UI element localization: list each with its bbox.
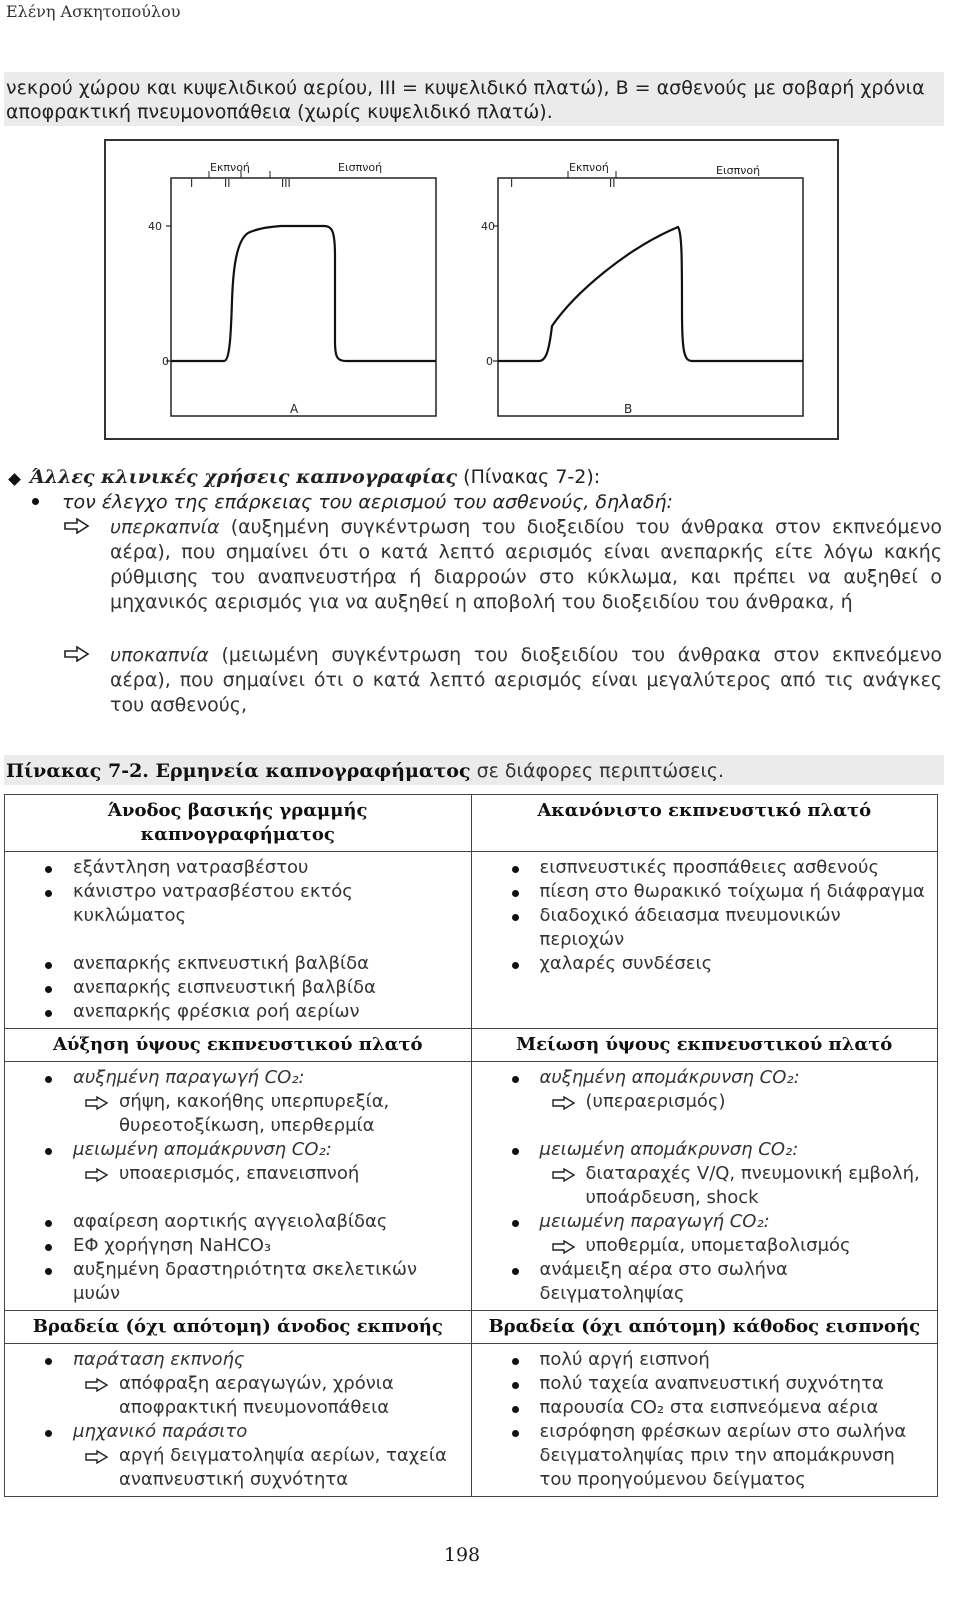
panel-a-phase-3: III <box>281 177 291 190</box>
capnogram-figure <box>104 139 839 440</box>
list-subitem <box>5 1372 471 1420</box>
list-item: ανεπαρκής εισπνευστική βαλβίδα <box>5 976 471 1000</box>
hypocapnia-paragraph <box>110 643 942 718</box>
table-cell <box>471 1344 938 1497</box>
hollow-arrow-icon <box>85 1378 109 1392</box>
table-cell <box>5 1344 472 1497</box>
list-item: κάνιστρο νατρασβέστου εκτός κυκλώματος <box>5 880 471 928</box>
table-row <box>5 852 938 1029</box>
table-title-bold: Πίνακας 7-2. Ερμηνεία καπνογραφήματος <box>6 760 471 782</box>
list-item: ΕΦ χορήγηση NaHCO₃ <box>5 1234 471 1258</box>
hypocapnia-term: υποκαπνία <box>110 644 209 666</box>
list-subitem <box>5 1444 471 1492</box>
table-header-cell: Μείωση ύψους εκπνευστικού πλατό <box>471 1029 938 1062</box>
list-item: αυξημένη δραστηριότητα σκελετικών μυών <box>5 1258 471 1306</box>
table-cell <box>5 852 472 1029</box>
list-item: διαδοχικό άδειασμα πνευμονικών περιοχών <box>472 904 938 952</box>
hollow-arrow-icon <box>552 1168 576 1182</box>
running-header-author: Ελένη Ασκητοπούλου <box>6 2 181 21</box>
table-header-cell: Αύξηση ύψους εκπνευστικού πλατό <box>5 1029 472 1062</box>
list-spacer <box>5 928 471 952</box>
list-item: εισπνευστικές προσπάθειες ασθενούς <box>472 856 938 880</box>
section-heading-bold: Άλλες κλινικές χρήσεις καπνογραφίας <box>30 466 458 488</box>
table-header-cell: Άνοδος βασικής γραμμής καπνογραφήματος <box>5 795 472 852</box>
list-item: μειωμένη απομάκρυνση CO₂: <box>5 1138 471 1162</box>
hypocapnia-text: (μειωμένη συγκέντρωση του διοξειδίου του άνθρακα στον εκπνεόμενο αέρα), που σημαίνει ότι ο κατά λεπτό αερισμός είναι μεγαλύτερος από τις ανάγκες του ασθενούς, <box>110 644 942 716</box>
hollow-arrow-icon <box>64 646 90 662</box>
table-header-row <box>5 795 938 852</box>
hollow-arrow-icon <box>85 1450 109 1464</box>
section-heading <box>30 465 600 490</box>
hollow-arrow-icon <box>85 1168 109 1182</box>
list-item: αυξημένη απομάκρυνση CO₂: <box>472 1066 938 1090</box>
section-bullet-text: τον έλεγχο της επάρκειας του αερισμού του ασθενούς, δηλαδή: <box>62 491 673 513</box>
bullet-icon <box>32 498 39 505</box>
list-item: εισρόφηση φρέσκων αερίων στο σωλήνα δειγματοληψίας πριν την απομάκρυνση του προηγούμενου δείγματος <box>472 1420 938 1492</box>
list-item: παράταση εκπνοής <box>5 1348 471 1372</box>
figure-caption-continuation: νεκρού χώρου και κυψελιδικού αερίου, ΙΙΙ = κυψελιδικό πλατώ), Β = ασθενούς με σοβαρή χρόνια αποφρακτική πνευμονοπάθεια (χωρίς κυψελιδικό πλατώ). <box>6 77 925 123</box>
table-row <box>5 1344 938 1497</box>
table-title-rest: σε διάφορες περιπτώσεις. <box>470 760 725 782</box>
table-header-cell: Βραδεία (όχι απότομη) άνοδος εκπνοής <box>5 1311 472 1344</box>
list-subitem-text: απόφραξη αεραγωγών, χρόνια αποφρακτική πνευμονοπάθεια <box>119 1373 394 1418</box>
table-cell <box>5 1062 472 1311</box>
table-row <box>5 1062 938 1311</box>
panel-b-phase-1: I <box>510 177 514 190</box>
list-subitem <box>5 1090 471 1138</box>
list-item: αφαίρεση αορτικής αγγειολαβίδας <box>5 1210 471 1234</box>
list-subitem <box>472 1090 938 1114</box>
list-item: μειωμένη απομάκρυνση CO₂: <box>472 1138 938 1162</box>
list-spacer <box>5 1186 471 1210</box>
list-subitem-text: αργή δειγματοληψία αερίων, ταχεία αναπνευστική συχνότητα <box>119 1445 447 1490</box>
page-number: 198 <box>443 1544 481 1566</box>
table-header-row <box>5 1311 938 1344</box>
diamond-bullet-icon <box>8 473 21 486</box>
list-item: μηχανικό παράσιτο <box>5 1420 471 1444</box>
hollow-arrow-icon <box>552 1240 576 1254</box>
list-subitem-text: διαταραχές V/Q, πνευμονική εμβολή, υποάρδευση, shock <box>585 1163 920 1208</box>
table-header-cell: Βραδεία (όχι απότομη) κάθοδος εισπνοής <box>471 1311 938 1344</box>
list-item: αυξημένη παραγωγή CO₂: <box>5 1066 471 1090</box>
list-subitem-text: (υπεραερισμός) <box>585 1091 726 1112</box>
panel-b-y-40: 40 <box>481 220 495 233</box>
table-title <box>6 760 724 782</box>
hypercapnia-paragraph <box>110 515 942 615</box>
panel-a-y-0: 0 <box>162 355 169 368</box>
list-subitem-text: υποαερισμός, επανεισπνοή <box>119 1163 360 1184</box>
list-item: παρουσία CO₂ στα εισπνεόμενα αέρια <box>472 1396 938 1420</box>
panel-a-insp-label: Εισπνοή <box>338 161 383 174</box>
list-item: πολύ αργή εισπνοή <box>472 1348 938 1372</box>
capnogram-interpretation-table <box>4 794 938 1497</box>
panel-a-phase-1: I <box>190 177 194 190</box>
panel-b-phase-2: II <box>609 177 616 190</box>
list-subitem <box>472 1234 938 1258</box>
list-item: εξάντληση νατρασβέστου <box>5 856 471 880</box>
list-subitem-text: υποθερμία, υπομεταβολισμός <box>585 1235 851 1256</box>
list-spacer <box>472 1114 938 1138</box>
section-heading-rest: (Πίνακας 7-2): <box>457 466 601 488</box>
list-subitem <box>5 1162 471 1186</box>
table-cell <box>471 852 938 1029</box>
list-item: χαλαρές συνδέσεις <box>472 952 938 976</box>
panel-a-phase-2: II <box>224 177 231 190</box>
hypercapnia-text: (αυξημένη συγκέντρωση του διοξειδίου του άνθρακα στον εκπνεόμενο αέρα), που σημαίνει ότι ο κατά λεπτό αερισμός είναι ανεπαρκής είτε λόγω κακής ρύθμισης του αναπνευστήρα ή διαρροών στο κύκλωμα, και πρέπει να αυξηθεί ο μηχανικός αερισμός για να αυξηθεί η αποβολή του διοξειδίου του άνθρακα, ή <box>110 516 942 613</box>
capnogram-panel-a <box>148 161 436 416</box>
list-item: ανεπαρκής εκπνευστική βαλβίδα <box>5 952 471 976</box>
panel-b-y-0: 0 <box>486 355 493 368</box>
hollow-arrow-icon <box>552 1096 576 1110</box>
table-cell <box>471 1062 938 1311</box>
list-item: μειωμένη παραγωγή CO₂: <box>472 1210 938 1234</box>
panel-a-exp-label: Εκπνοή <box>210 161 250 174</box>
list-item: πολύ ταχεία αναπνευστική συχνότητα <box>472 1372 938 1396</box>
table-header-row <box>5 1029 938 1062</box>
hollow-arrow-icon <box>64 518 90 534</box>
capnogram-panel-b <box>481 161 803 416</box>
hollow-arrow-icon <box>85 1096 109 1110</box>
list-item: πίεση στο θωρακικό τοίχωμα ή διάφραγμα <box>472 880 938 904</box>
table-header-cell: Ακανόνιστο εκπνευστικό πλατό <box>471 795 938 852</box>
list-subitem-text: σήψη, κακοήθης υπερπυρεξία, θυρεοτοξίκωση, υπερθερμία <box>119 1091 390 1136</box>
panel-a-label: Α <box>290 402 299 416</box>
panel-a-y-40: 40 <box>148 220 162 233</box>
list-subitem <box>472 1162 938 1210</box>
panel-b-exp-label: Εκπνοή <box>569 161 609 174</box>
panel-b-insp-label: Εισπνοή <box>716 164 761 177</box>
list-item: ανεπαρκής φρέσκια ροή αερίων <box>5 1000 471 1024</box>
capnogram-svg <box>106 141 837 438</box>
panel-b-label: Β <box>624 402 633 416</box>
hypercapnia-term: υπερκαπνία <box>110 516 220 538</box>
list-item: ανάμειξη αέρα στο σωλήνα δειγματοληψίας <box>472 1258 938 1306</box>
